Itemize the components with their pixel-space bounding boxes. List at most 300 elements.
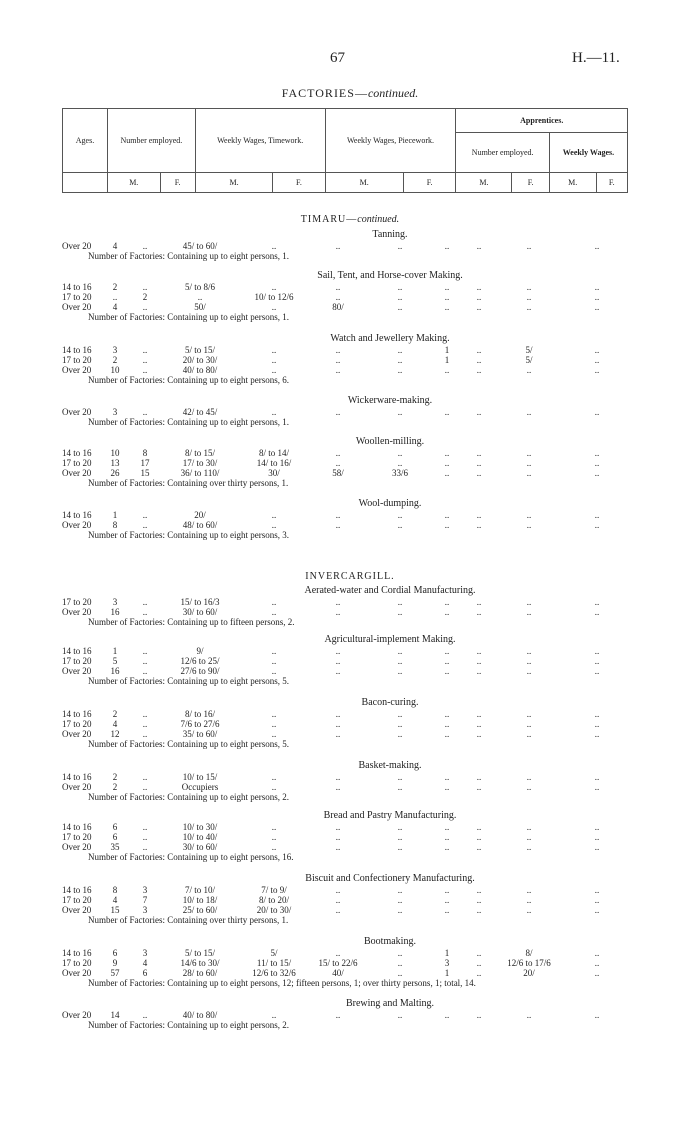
cell-apprentices-m: .. — [444, 510, 450, 520]
industry-heading: Aerated-water and Cordial Manufacturing. — [304, 585, 476, 596]
header-m: M. — [108, 173, 161, 193]
cell-apprentice-wages-f: .. — [594, 510, 600, 520]
cell-piecework-m: .. — [335, 292, 341, 302]
cell-apprentice-wages-m: .. — [526, 448, 532, 458]
cell-apprentices-f: .. — [476, 1010, 482, 1020]
cell-timework-f: 12/6 to 32/6 — [252, 968, 296, 978]
cell-timework-f: .. — [271, 656, 277, 666]
cell-piecework-m: .. — [335, 345, 341, 355]
cell-age: Over 20 — [62, 241, 92, 251]
header-apprentices-number-employed: Number employed. — [456, 133, 549, 173]
cell-employed-f: 3 — [142, 948, 148, 958]
cell-age: Over 20 — [62, 666, 92, 676]
cell-timework-m: 30/ to 60/ — [182, 607, 218, 617]
cell-apprentice-wages-m: .. — [526, 520, 532, 530]
cell-age: 17 to 20 — [62, 958, 92, 968]
cell-apprentices-f: .. — [476, 958, 482, 968]
industry-heading: Wool-dumping. — [358, 498, 422, 509]
cell-timework-f: .. — [271, 510, 277, 520]
cell-timework-m: 45/ to 60/ — [182, 241, 218, 251]
cell-timework-m: 8/ to 15/ — [184, 448, 215, 458]
cell-employed-f: 17 — [140, 458, 150, 468]
cell-apprentice-wages-f: .. — [594, 895, 600, 905]
cell-apprentice-wages-m: .. — [526, 302, 532, 312]
cell-apprentices-m: .. — [444, 772, 450, 782]
cell-apprentice-wages-f: .. — [594, 365, 600, 375]
cell-piecework-m: .. — [335, 355, 341, 365]
header-f: F. — [596, 173, 627, 193]
cell-age: 14 to 16 — [62, 510, 92, 520]
cell-apprentices-m: .. — [444, 782, 450, 792]
region-heading: TIMARU—continued. — [300, 214, 400, 225]
cell-apprentices-f: .. — [476, 302, 482, 312]
cell-apprentices-f: .. — [476, 905, 482, 915]
cell-apprentice-wages-f: .. — [594, 241, 600, 251]
cell-apprentices-m: .. — [444, 458, 450, 468]
cell-age: 17 to 20 — [62, 292, 92, 302]
cell-apprentices-m: 1 — [444, 355, 450, 365]
cell-apprentices-f: .. — [476, 772, 482, 782]
cell-timework-m: 20/ — [194, 510, 206, 520]
cell-timework-m: 27/6 to 90/ — [180, 666, 220, 676]
cell-employed-m: 13 — [110, 458, 120, 468]
cell-apprentice-wages-m: .. — [526, 822, 532, 832]
cell-timework-m: 30/ to 60/ — [182, 842, 218, 852]
cell-timework-f: 14/ to 16/ — [256, 458, 292, 468]
cell-timework-f: .. — [271, 345, 277, 355]
cell-age: Over 20 — [62, 729, 92, 739]
cell-employed-m: 1 — [112, 510, 118, 520]
cell-piecework-f: .. — [397, 772, 403, 782]
cell-apprentices-m: .. — [444, 646, 450, 656]
cell-apprentices-f: .. — [476, 292, 482, 302]
cell-apprentices-m: .. — [444, 1010, 450, 1020]
cell-piecework-f: .. — [397, 958, 403, 968]
cell-employed-f: .. — [142, 832, 148, 842]
cell-timework-m: 7/ to 10/ — [184, 885, 215, 895]
cell-timework-m: 7/6 to 27/6 — [180, 719, 220, 729]
cell-apprentice-wages-m: .. — [526, 458, 532, 468]
header-f: F. — [273, 173, 325, 193]
cell-timework-m: 42/ to 45/ — [182, 407, 218, 417]
cell-piecework-m: .. — [335, 407, 341, 417]
cell-timework-f: .. — [271, 646, 277, 656]
column-header-table — [62, 108, 628, 193]
cell-employed-f: 7 — [142, 895, 148, 905]
cell-piecework-f: .. — [397, 719, 403, 729]
cell-apprentices-m: .. — [444, 448, 450, 458]
cell-piecework-f: .. — [397, 345, 403, 355]
cell-apprentices-f: .. — [476, 607, 482, 617]
cell-apprentices-m: .. — [444, 895, 450, 905]
cell-employed-f: 2 — [142, 292, 148, 302]
header-f: F. — [403, 173, 456, 193]
cell-timework-m: 10/ to 18/ — [182, 895, 218, 905]
cell-timework-f: .. — [271, 597, 277, 607]
cell-piecework-m: .. — [335, 448, 341, 458]
industry-heading: Woollen-milling. — [355, 436, 425, 447]
cell-apprentices-m: .. — [444, 729, 450, 739]
cell-timework-f: 5/ — [270, 948, 278, 958]
industry-heading: Basket-making. — [358, 760, 422, 771]
cell-apprentices-f: .. — [476, 719, 482, 729]
cell-piecework-m: .. — [335, 646, 341, 656]
cell-apprentices-m: 1 — [444, 968, 450, 978]
cell-apprentices-m: .. — [444, 292, 450, 302]
cell-piecework-f: .. — [397, 842, 403, 852]
cell-piecework-m: .. — [335, 510, 341, 520]
cell-apprentice-wages-m: .. — [526, 407, 532, 417]
cell-employed-f: 6 — [142, 968, 148, 978]
cell-piecework-m: .. — [335, 282, 341, 292]
cell-apprentice-wages-m: .. — [526, 885, 532, 895]
cell-age: Over 20 — [62, 905, 92, 915]
cell-piecework-f: .. — [397, 458, 403, 468]
cell-employed-m: 4 — [112, 302, 118, 312]
cell-timework-m: 35/ to 60/ — [182, 729, 218, 739]
cell-apprentices-f: .. — [476, 885, 482, 895]
header-m: M. — [456, 173, 512, 193]
cell-apprentices-m: .. — [444, 905, 450, 915]
cell-employed-f: .. — [142, 842, 148, 852]
cell-timework-f: .. — [271, 241, 277, 251]
cell-age: Over 20 — [62, 607, 92, 617]
cell-apprentice-wages-m: .. — [526, 656, 532, 666]
cell-piecework-m: .. — [335, 842, 341, 852]
cell-timework-m: 9/ — [196, 646, 204, 656]
cell-timework-m: 10/ to 40/ — [182, 832, 218, 842]
cell-apprentice-wages-m: 12/6 to 17/6 — [507, 958, 551, 968]
cell-piecework-m: .. — [335, 832, 341, 842]
cell-timework-m: 12/6 to 25/ — [180, 656, 220, 666]
cell-piecework-m: 80/ — [332, 302, 344, 312]
cell-employed-f: .. — [142, 365, 148, 375]
cell-piecework-m: .. — [335, 458, 341, 468]
cell-timework-m: 36/ to 110/ — [180, 468, 220, 478]
cell-timework-f: .. — [271, 719, 277, 729]
cell-piecework-f: .. — [397, 729, 403, 739]
cell-piecework-f: 33/6 — [391, 468, 408, 478]
cell-employed-m: 10 — [110, 448, 120, 458]
cell-apprentice-wages-f: .. — [594, 772, 600, 782]
cell-piecework-f: .. — [397, 1010, 403, 1020]
cell-timework-f: 8/ to 20/ — [258, 895, 289, 905]
header-f: F. — [160, 173, 195, 193]
cell-age: Over 20 — [62, 365, 92, 375]
cell-employed-f: 15 — [140, 468, 150, 478]
cell-timework-f: .. — [271, 729, 277, 739]
cell-apprentice-wages-f: .. — [594, 719, 600, 729]
cell-timework-f: .. — [271, 355, 277, 365]
cell-employed-f: .. — [142, 1010, 148, 1020]
cell-age: 17 to 20 — [62, 597, 92, 607]
cell-piecework-m: .. — [335, 905, 341, 915]
cell-employed-f: .. — [142, 520, 148, 530]
cell-timework-f: 20/ to 30/ — [256, 905, 292, 915]
cell-apprentices-f: .. — [476, 365, 482, 375]
cell-piecework-f: .. — [397, 666, 403, 676]
cell-age: 17 to 20 — [62, 458, 92, 468]
cell-timework-m: 20/ to 30/ — [182, 355, 218, 365]
cell-apprentice-wages-f: .. — [594, 520, 600, 530]
cell-apprentice-wages-f: .. — [594, 607, 600, 617]
cell-apprentices-m: .. — [444, 832, 450, 842]
cell-piecework-m: .. — [335, 709, 341, 719]
cell-apprentices-f: .. — [476, 597, 482, 607]
cell-timework-f: .. — [271, 607, 277, 617]
cell-apprentice-wages-f: .. — [594, 709, 600, 719]
cell-employed-m: .. — [112, 292, 118, 302]
cell-timework-f: .. — [271, 407, 277, 417]
header-f: F. — [512, 173, 550, 193]
cell-apprentices-f: .. — [476, 895, 482, 905]
cell-age: 14 to 16 — [62, 885, 92, 895]
page-number: 67 — [330, 50, 345, 66]
cell-age: Over 20 — [62, 968, 92, 978]
cell-employed-m: 16 — [110, 607, 120, 617]
cell-timework-m: 5/ to 15/ — [184, 345, 215, 355]
cell-employed-m: 35 — [110, 842, 120, 852]
cell-piecework-f: .. — [397, 905, 403, 915]
cell-apprentices-f: .. — [476, 709, 482, 719]
cell-piecework-m: 40/ — [332, 968, 344, 978]
cell-age: 14 to 16 — [62, 345, 92, 355]
cell-piecework-f: .. — [397, 302, 403, 312]
cell-timework-m: 40/ to 80/ — [182, 365, 218, 375]
cell-apprentice-wages-f: .. — [594, 1010, 600, 1020]
cell-apprentices-m: .. — [444, 607, 450, 617]
cell-timework-m: .. — [197, 292, 203, 302]
document-code: H.—11. — [572, 50, 620, 66]
cell-apprentices-m: .. — [444, 666, 450, 676]
cell-apprentices-f: .. — [476, 355, 482, 365]
industry-heading: Wickerware-making. — [347, 395, 433, 406]
cell-piecework-f: .. — [397, 448, 403, 458]
factory-count-summary: Number of Factories: Containing over thirty persons, 1. — [88, 478, 289, 488]
cell-apprentices-f: .. — [476, 510, 482, 520]
cell-timework-f: .. — [271, 302, 277, 312]
header-m: M. — [195, 173, 273, 193]
cell-apprentices-f: .. — [476, 729, 482, 739]
cell-apprentices-m: .. — [444, 282, 450, 292]
cell-timework-f: 11/ to 15/ — [256, 958, 292, 968]
cell-employed-m: 5 — [112, 656, 118, 666]
cell-piecework-m: .. — [335, 656, 341, 666]
cell-apprentices-m: 3 — [444, 958, 450, 968]
header-ages: Ages. — [63, 109, 108, 173]
cell-apprentices-f: .. — [476, 282, 482, 292]
cell-piecework-m: .. — [335, 729, 341, 739]
cell-piecework-m: .. — [335, 520, 341, 530]
factory-count-summary: Number of Factories: Containing up to eight persons, 1. — [88, 312, 289, 322]
cell-timework-f: .. — [271, 365, 277, 375]
cell-age: 17 to 20 — [62, 719, 92, 729]
cell-apprentice-wages-m: .. — [526, 241, 532, 251]
cell-timework-m: 8/ to 16/ — [184, 709, 215, 719]
cell-employed-m: 4 — [112, 719, 118, 729]
cell-apprentice-wages-m: .. — [526, 510, 532, 520]
cell-employed-m: 2 — [112, 282, 118, 292]
cell-apprentices-f: .. — [476, 968, 482, 978]
cell-apprentices-f: .. — [476, 448, 482, 458]
cell-employed-m: 6 — [112, 822, 118, 832]
cell-apprentice-wages-f: .. — [594, 302, 600, 312]
cell-apprentices-m: .. — [444, 709, 450, 719]
cell-age: 14 to 16 — [62, 709, 92, 719]
factory-count-summary: Number of Factories: Containing up to eight persons, 6. — [88, 375, 289, 385]
cell-piecework-m: .. — [335, 365, 341, 375]
cell-apprentices-m: .. — [444, 719, 450, 729]
cell-apprentice-wages-f: .. — [594, 407, 600, 417]
industry-heading: Sail, Tent, and Horse-cover Making. — [317, 270, 463, 281]
industry-heading: Bacon-curing. — [361, 697, 419, 708]
cell-timework-f: .. — [271, 282, 277, 292]
factory-count-summary: Number of Factories: Containing up to eight persons, 5. — [88, 676, 289, 686]
cell-age: 14 to 16 — [62, 772, 92, 782]
cell-age: 14 to 16 — [62, 282, 92, 292]
cell-timework-f: 30/ — [268, 468, 280, 478]
industry-heading: Watch and Jewellery Making. — [330, 333, 450, 344]
cell-piecework-f: .. — [397, 597, 403, 607]
cell-piecework-f: .. — [397, 282, 403, 292]
cell-apprentices-m: .. — [444, 842, 450, 852]
cell-apprentices-f: .. — [476, 822, 482, 832]
cell-timework-m: 48/ to 60/ — [182, 520, 218, 530]
cell-apprentices-m: .. — [444, 407, 450, 417]
cell-apprentices-f: .. — [476, 646, 482, 656]
cell-apprentice-wages-m: .. — [526, 468, 532, 478]
cell-apprentice-wages-m: 20/ — [523, 968, 535, 978]
industry-heading: Biscuit and Confectionery Manufacturing. — [305, 873, 475, 884]
industry-heading: Agricultural-implement Making. — [324, 634, 456, 645]
cell-age: Over 20 — [62, 407, 92, 417]
cell-apprentices-m: .. — [444, 468, 450, 478]
cell-apprentice-wages-m: .. — [526, 719, 532, 729]
cell-employed-m: 8 — [112, 520, 118, 530]
cell-timework-m: 14/6 to 30/ — [180, 958, 220, 968]
cell-apprentices-f: .. — [476, 666, 482, 676]
cell-employed-f: .. — [142, 782, 148, 792]
cell-apprentice-wages-f: .. — [594, 905, 600, 915]
cell-timework-m: 10/ to 15/ — [182, 772, 218, 782]
cell-timework-f: .. — [271, 772, 277, 782]
cell-age: 17 to 20 — [62, 355, 92, 365]
cell-piecework-m: .. — [335, 895, 341, 905]
header-number-employed: Number employed. — [108, 109, 196, 173]
cell-piecework-f: .. — [397, 355, 403, 365]
cell-piecework-m: .. — [335, 719, 341, 729]
header-m: M. — [325, 173, 403, 193]
cell-timework-f: .. — [271, 666, 277, 676]
cell-employed-m: 9 — [112, 958, 118, 968]
cell-apprentice-wages-m: .. — [526, 1010, 532, 1020]
cell-employed-m: 2 — [112, 355, 118, 365]
cell-piecework-f: .. — [397, 365, 403, 375]
cell-age: Over 20 — [62, 520, 92, 530]
cell-employed-m: 6 — [112, 948, 118, 958]
cell-age: 17 to 20 — [62, 895, 92, 905]
cell-apprentices-f: .. — [476, 468, 482, 478]
cell-piecework-f: .. — [397, 510, 403, 520]
cell-apprentice-wages-m: 5/ — [525, 345, 533, 355]
cell-employed-m: 26 — [110, 468, 120, 478]
cell-employed-m: 2 — [112, 782, 118, 792]
cell-employed-m: 4 — [112, 895, 118, 905]
cell-employed-f: .. — [142, 282, 148, 292]
factory-count-summary: Number of Factories: Containing up to eight persons, 12; fifteen persons, 1; over thirty persons, 1; total, 14. — [88, 978, 476, 988]
cell-piecework-m: .. — [335, 885, 341, 895]
cell-apprentice-wages-f: .. — [594, 345, 600, 355]
cell-piecework-f: .. — [397, 948, 403, 958]
cell-piecework-f: .. — [397, 968, 403, 978]
cell-apprentice-wages-m: .. — [526, 842, 532, 852]
factory-count-summary: Number of Factories: Containing up to eight persons, 16. — [88, 852, 294, 862]
cell-employed-m: 8 — [112, 885, 118, 895]
cell-age: 14 to 16 — [62, 948, 92, 958]
cell-apprentice-wages-m: .. — [526, 772, 532, 782]
cell-employed-f: .. — [142, 597, 148, 607]
industry-heading: Bread and Pastry Manufacturing. — [323, 810, 457, 821]
cell-age: Over 20 — [62, 782, 92, 792]
cell-piecework-f: .. — [397, 646, 403, 656]
cell-apprentice-wages-f: .. — [594, 597, 600, 607]
cell-apprentices-m: .. — [444, 885, 450, 895]
cell-employed-f: .. — [142, 241, 148, 251]
factory-count-summary: Number of Factories: Containing up to eight persons, 5. — [88, 739, 289, 749]
cell-apprentices-f: .. — [476, 842, 482, 852]
cell-apprentices-f: .. — [476, 656, 482, 666]
cell-apprentices-m: 1 — [444, 345, 450, 355]
cell-age: Over 20 — [62, 1010, 92, 1020]
cell-piecework-f: .. — [397, 832, 403, 842]
cell-age: 14 to 16 — [62, 448, 92, 458]
cell-apprentice-wages-m: 5/ — [525, 355, 533, 365]
cell-apprentices-f: .. — [476, 520, 482, 530]
cell-employed-m: 57 — [110, 968, 120, 978]
cell-timework-m: 40/ to 80/ — [182, 1010, 218, 1020]
cell-timework-f: .. — [271, 832, 277, 842]
factory-count-summary: Number of Factories: Containing up to eight persons, 2. — [88, 792, 289, 802]
cell-piecework-f: .. — [397, 656, 403, 666]
cell-employed-m: 15 — [110, 905, 120, 915]
cell-employed-m: 4 — [112, 241, 118, 251]
cell-timework-m: 5/ to 15/ — [184, 948, 215, 958]
header-apprentices: Apprentices. — [456, 109, 628, 133]
industry-heading: Brewing and Malting. — [345, 998, 435, 1009]
cell-age: Over 20 — [62, 302, 92, 312]
cell-timework-f: .. — [271, 520, 277, 530]
cell-apprentice-wages-m: .. — [526, 905, 532, 915]
cell-piecework-f: .. — [397, 607, 403, 617]
cell-apprentice-wages-f: .. — [594, 448, 600, 458]
cell-employed-m: 3 — [112, 345, 118, 355]
cell-employed-f: 8 — [142, 448, 148, 458]
cell-employed-f: .. — [142, 822, 148, 832]
cell-apprentices-m: .. — [444, 241, 450, 251]
cell-apprentices-m: 1 — [444, 948, 450, 958]
cell-timework-m: 25/ to 60/ — [182, 905, 218, 915]
cell-apprentice-wages-m: .. — [526, 597, 532, 607]
cell-apprentice-wages-m: .. — [526, 709, 532, 719]
cell-employed-f: .. — [142, 656, 148, 666]
cell-apprentice-wages-f: .. — [594, 822, 600, 832]
cell-employed-f: 3 — [142, 905, 148, 915]
cell-timework-f: .. — [271, 822, 277, 832]
cell-piecework-f: .. — [397, 885, 403, 895]
cell-employed-f: .. — [142, 355, 148, 365]
cell-apprentice-wages-f: .. — [594, 948, 600, 958]
factory-count-summary: Number of Factories: Containing up to eight persons, 1. — [88, 251, 289, 261]
